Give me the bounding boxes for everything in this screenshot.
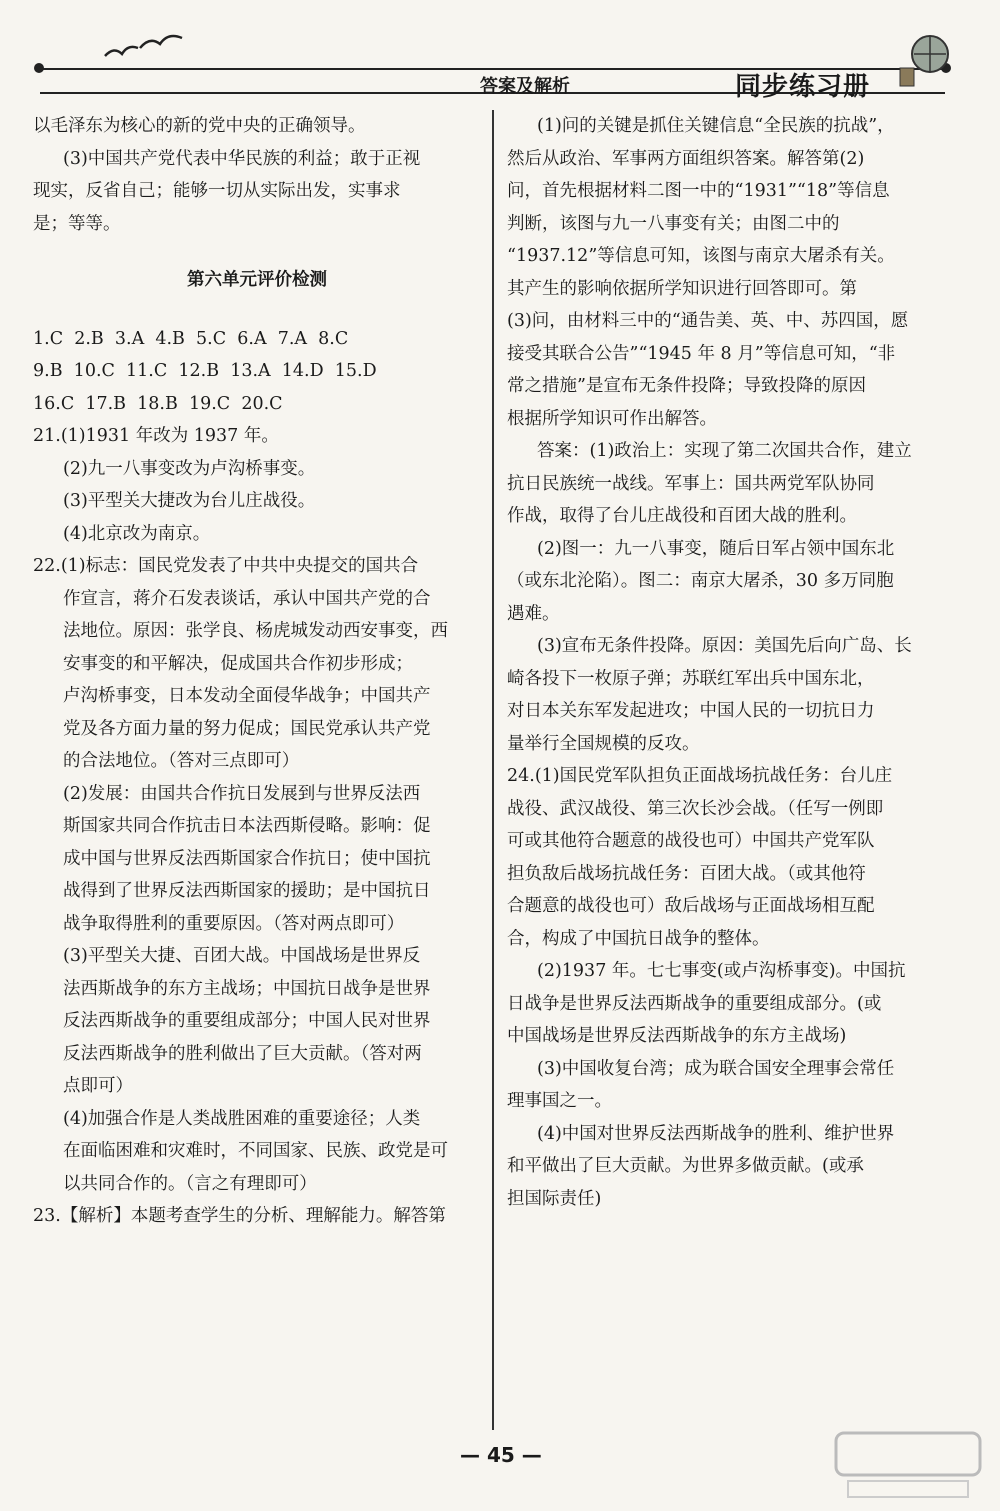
text-line: 合，构成了中国抗日战争的整体。 bbox=[507, 928, 770, 949]
text-line: 遇难。 bbox=[507, 603, 560, 624]
globe-decoration-icon bbox=[890, 28, 960, 88]
q22-line: 点即可） bbox=[63, 1076, 133, 1096]
q22-line: 安事变的和平解决，促成国共合作初步形成； bbox=[63, 653, 413, 674]
q22-line: 在面临困难和灾难时，不同国家、民族、政党是可 bbox=[63, 1141, 448, 1161]
right-column bbox=[507, 110, 947, 1215]
page-header bbox=[30, 28, 955, 103]
text-line: （或东北沦陷）。图二：南京大屠杀，30 多万同胞 bbox=[507, 571, 894, 591]
q22-line: (3)平型关大捷、百团大战。中国战场是世界反 bbox=[63, 946, 421, 966]
text-line: 常之措施”是宣布无条件投降；导致投降的原因 bbox=[507, 376, 866, 396]
text-line: 对日本关东军发起进攻；中国人民的一切抗日力 bbox=[507, 701, 875, 721]
q22-line: 战得到了世界反法西斯国家的援助；是中国抗日 bbox=[63, 881, 431, 901]
q21-line: (3)平型关大捷改为台儿庄战役。 bbox=[63, 491, 316, 511]
text-line: 战役、武汉战役、第三次长沙会战。（任写一例即 bbox=[507, 798, 884, 819]
text-line: 是；等等。 bbox=[33, 213, 121, 234]
q22-line: 以共同合作的。（言之有理即可） bbox=[63, 1173, 317, 1194]
q22-line: 反法西斯战争的重要组成部分；中国人民对世界 bbox=[63, 1011, 431, 1031]
text-line: 可或其他符合题意的战役也可）中国共产党军队 bbox=[507, 831, 875, 851]
text-line: (2)图一：九一八事变，随后日军占领中国东北 bbox=[537, 538, 895, 559]
text-line: 作战，取得了台儿庄战役和百团大战的胜利。 bbox=[507, 506, 857, 526]
q22-line: (2)发展：由国共合作抗日发展到与世界反法西 bbox=[63, 783, 421, 804]
text-line: (4)中国对世界反法西斯战争的胜利、维护世界 bbox=[537, 1123, 895, 1144]
section-label: 答案及解析 bbox=[480, 76, 570, 97]
answer-line: 答案：(1)政治上：实现了第二次国共合作，建立 bbox=[537, 441, 912, 461]
text-line: (1)问的关键是抓住关键信息“全民族的抗战”， bbox=[537, 116, 895, 136]
text-line: 问，首先根据材料二图一中的“1931”“18”等信息 bbox=[507, 181, 890, 201]
text-line: (3)中国共产党代表中华民族的利益；敢于正视 bbox=[63, 148, 421, 169]
text-line: 担负敌后战场抗战任务：百团大战。（或其他符 bbox=[507, 863, 866, 884]
text-line: 和平做出了巨大贡献。为世界多做贡献。(或承 bbox=[507, 1156, 864, 1176]
q22-line: 党及各方面力量的努力促成；国民党承认共产党 bbox=[63, 718, 431, 739]
q23-line: 23.【解析】本题考查学生的分析、理解能力。解答第 bbox=[33, 1206, 446, 1226]
text-line: “1937.12”等信息可知，该图与南京大屠杀有关。 bbox=[507, 246, 895, 266]
text-line: 量举行全国规模的反攻。 bbox=[507, 733, 700, 754]
text-line: 理事国之一。 bbox=[507, 1091, 612, 1111]
text-line: 然后从政治、军事两方面组织答案。解答第(2) bbox=[507, 148, 865, 169]
q22-line: 22.(1)标志：国民党发表了中共中央提交的国共合 bbox=[33, 556, 419, 576]
q22-line: 法西斯战争的东方主战场；中国抗日战争是世界 bbox=[63, 978, 431, 999]
text-line: (3)问，由材料三中的“通告美、英、中、苏四国，愿 bbox=[507, 311, 909, 331]
text-line: 以毛泽东为核心的新的党中央的正确领导。 bbox=[33, 116, 366, 136]
q22-line: 战争取得胜利的重要原因。（答对两点即可） bbox=[63, 913, 405, 934]
text-line: 中国战场是世界反法西斯战争的东方主战场) bbox=[507, 1026, 847, 1046]
page-number: — 45 — bbox=[460, 1443, 542, 1467]
q22-line: 作宣言，蒋介石发表谈话，承认中国共产党的合 bbox=[63, 588, 431, 609]
text-line: (3)中国收复台湾；成为联合国安全理事会常任 bbox=[537, 1058, 895, 1079]
column-divider bbox=[492, 110, 494, 1430]
left-column bbox=[33, 110, 481, 1233]
q21-line: (4)北京改为南京。 bbox=[63, 523, 211, 544]
text-line: 日战争是世界反法西斯战争的重要组成部分。(或 bbox=[507, 993, 882, 1014]
mc-answer-line: 1.C 2.B 3.A 4.B 5.C 6.A 7.A 8.C bbox=[33, 328, 349, 349]
q21-line: (2)九一八事变改为卢沟桥事变。 bbox=[63, 458, 316, 479]
q22-line: 斯国家共同合作抗击日本法西斯侵略。影响：促 bbox=[63, 816, 431, 836]
text-line: 根据所学知识可作出解答。 bbox=[507, 408, 717, 429]
text-line: 抗日民族统一战线。军事上：国共两党军队协同 bbox=[507, 473, 875, 494]
mc-answer-line: 16.C 17.B 18.B 19.C 20.C bbox=[33, 393, 283, 414]
book-title: 同步练习册 bbox=[735, 72, 871, 102]
q22-line: (4)加强合作是人类战胜困难的重要途径；人类 bbox=[63, 1108, 421, 1129]
q22-line: 卢沟桥事变，日本发动全面侵华战争；中国共产 bbox=[63, 686, 431, 706]
text-line: 崎各投下一枚原子弹；苏联红军出兵中国东北， bbox=[507, 668, 875, 689]
q22-line: 成中国与世界反法西斯国家合作抗日；使中国抗 bbox=[63, 848, 431, 869]
text-line: 判断，该图与九一八事变有关；由图二中的 bbox=[507, 213, 840, 234]
text-line: 合题意的战役也可）敌后战场与正面战场相互配 bbox=[507, 896, 875, 916]
text-line: (3)宣布无条件投降。原因：美国先后向广岛、长 bbox=[537, 636, 912, 656]
text-line: 其产生的影响依据所学知识进行回答即可。第 bbox=[507, 278, 857, 299]
text-line: 现实，反省自己；能够一切从实际出发，实事求 bbox=[33, 181, 401, 201]
watermark-logo-icon bbox=[828, 1423, 988, 1503]
text-line: (2)1937 年。七七事变(或卢沟桥事变)。中国抗 bbox=[537, 961, 906, 981]
text-line: 接受其联合公告”“1945 年 8 月”等信息可知，“非 bbox=[507, 343, 896, 364]
q22-line: 法地位。原因：张学良、杨虎城发动西安事变，西 bbox=[63, 621, 448, 641]
q22-line: 反法西斯战争的胜利做出了巨大贡献。（答对两 bbox=[63, 1043, 422, 1064]
section-title: 第六单元评价检测 bbox=[187, 270, 327, 290]
q21-line: 21.(1)1931 年改为 1937 年。 bbox=[33, 426, 279, 446]
q22-line: 的合法地位。（答对三点即可） bbox=[63, 751, 300, 771]
text-line: 担国际责任) bbox=[507, 1188, 602, 1209]
q24-line: 24.(1)国民党军队担负正面战场抗战任务：台儿庄 bbox=[507, 766, 893, 786]
mc-answer-line: 9.B 10.C 11.C 12.B 13.A 14.D 15.D bbox=[33, 361, 377, 381]
